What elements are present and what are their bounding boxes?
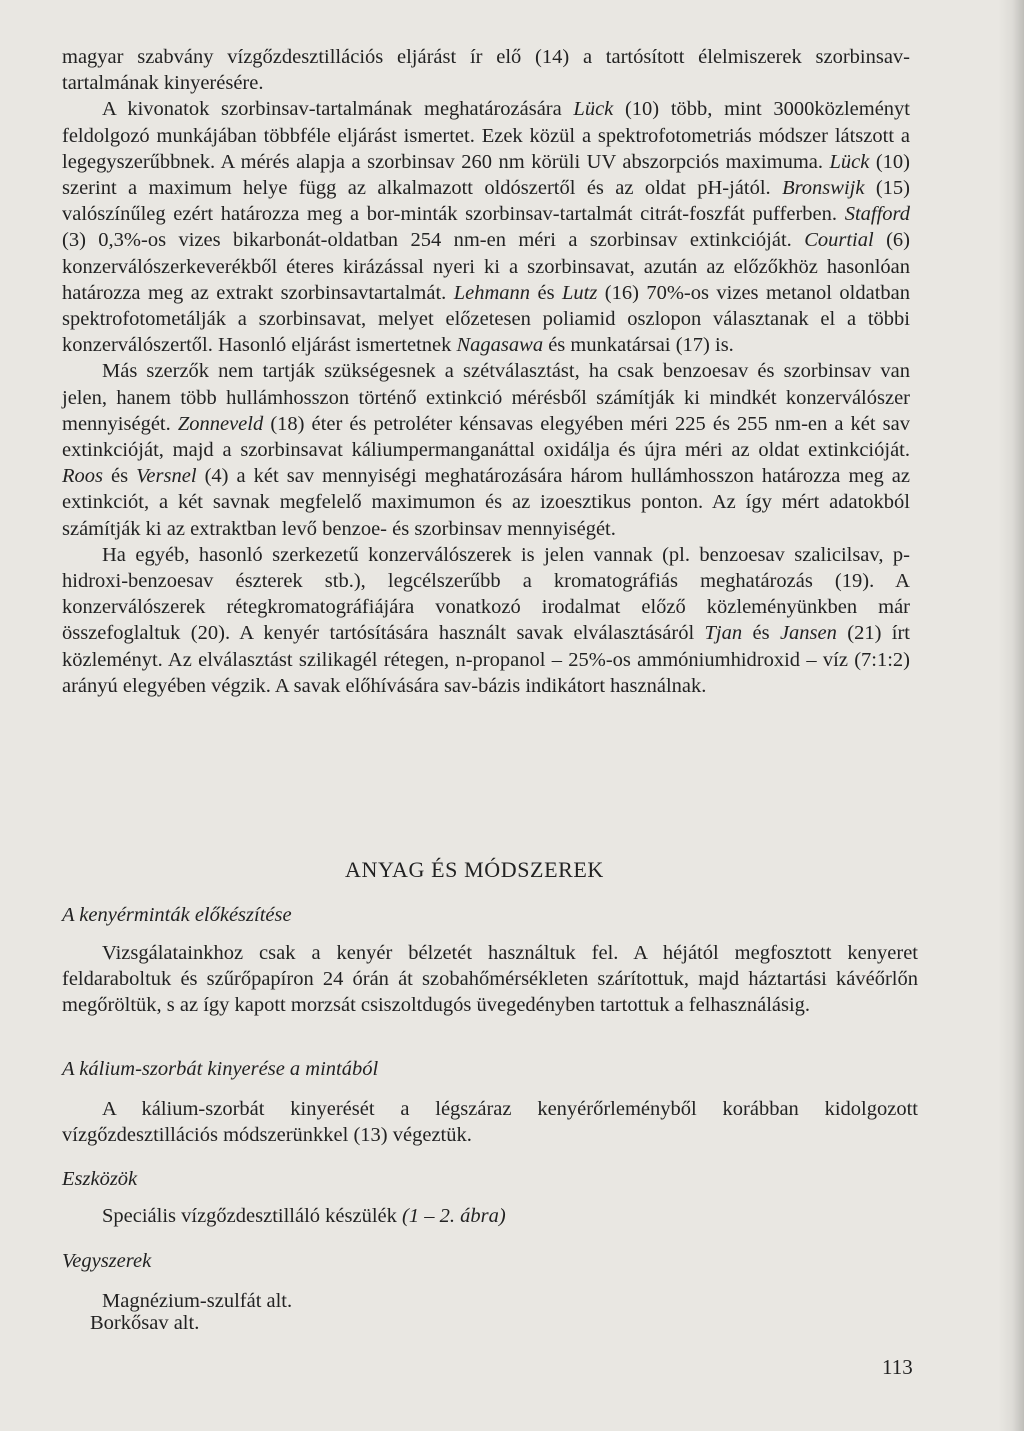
page-edge-shadow: [998, 0, 1024, 1431]
cited-author: Lück: [829, 150, 870, 173]
cited-author: Lehmann: [453, 281, 531, 304]
text-run: magyar szabvány vízgőzdesztillációs eljárást ír elő (14) a tartósított élelmiszerek szorbinsav-tartalmának kinyerésére.: [62, 46, 910, 95]
intro-paragraph-4: [62, 542, 910, 699]
page-number: 113: [882, 1355, 913, 1379]
cited-author: Versnel: [136, 465, 197, 488]
text-run: (10) szerint a maximum helye függ az alkalmazott oldószertől és az oldat pH-jától.: [62, 150, 911, 200]
sample-preparation-text: Vizsgálatainkhoz csak a kenyér bélzetét használtuk fel. A héjától megfosztott kenyeret feldaraboltuk és szűrőpapíron 24 órán át szobahőmérsékleten szárítottuk, majd háztartási kávéőrlőn megőröltük, s az így kapott morzsát csiszoltdugós üvegedényben tartottuk a felhasználásig.: [62, 942, 918, 1017]
text-run: (10) több, mint 3000közleményt feldolgozó munkájában többféle eljárást ismertet. Ezek közül a spektrofotometriás módszer látszott a legegyszerűbbnek. A mérés alapja a szorbinsav 260 nm körüli UV abszorpciós maximuma.: [62, 98, 910, 173]
equipment-text: [102, 1203, 506, 1229]
cited-author: Tjan: [704, 622, 743, 645]
text-run: A kivonatok szorbinsav-tartalmának meghatározására: [102, 98, 574, 121]
subheading-extraction: A kálium-szorbát kinyerése a mintából: [62, 1058, 379, 1080]
text-run: Ha egyéb, hasonló szerkezetű konzerválószerek is jelen vannak (pl. benzoesav szalicilsav, p-hidroxi-benzoesav észterek stb.), legcélszerűbb a kromatográfiás meghatározás (19). A konzerválószerek rétegkromatográfiájára vonatkozó irodalmat előző közleményünkben már összefoglaltuk (20). A kenyér tartósítására használt savak elválasztásáról: [62, 543, 910, 645]
intro-paragraph-3: [62, 358, 910, 541]
cited-author: Zonneveld: [177, 412, 264, 435]
text-run: és munkatársai (17) is.: [543, 334, 734, 357]
cited-author: Roos: [62, 465, 103, 488]
cited-author: Nagasawa: [456, 334, 544, 357]
text-run: Más szerzők nem tartják szükségesnek a szétválasztást, ha csak benzoesav és szorbinsav van jelen, hanem több hullámhosszon történő extinkció mérésből számítják ki mindkét konzerválószer mennyiségét.: [62, 360, 910, 435]
reagent-item-1: Magnézium-szulfát alt.: [102, 1290, 293, 1312]
cited-author: Courtial: [804, 229, 874, 252]
text-run: (4) a két sav mennyiségi meghatározására három hullámhosszon határozza meg az extinkciót, a két savnak megfelelő maximumon és az izoesztikus ponton. Az így mért adatokból számítják ki az extraktban levő benzoe- és szorbinsav mennyiségét.: [62, 465, 910, 540]
intro-paragraph-1: [62, 44, 910, 96]
cited-author: Bronswijk: [782, 177, 865, 200]
subheading-reagents: Vegyszerek: [62, 1250, 152, 1272]
intro-text-block: [62, 44, 910, 699]
cited-author: Lück: [573, 98, 614, 121]
cited-author: Jansen: [779, 622, 837, 645]
text-run: és: [530, 281, 562, 304]
cited-author: Stafford: [844, 203, 910, 226]
intro-paragraph-2: [62, 96, 910, 358]
text-run: (18) éter és petroléter kénsavas elegyében méri 225 és 255 nm-en a két sav extinkcióját, majd a szorbinsavat káliumpermanganáttal oxidálja és újra méri az oldat extinkcióját.: [62, 412, 910, 462]
text-run: (6) konzerválószerkeverékből éteres kirázással nyeri ki a szorbinsavat, azután az előzőkhöz hasonlóan határozza meg az extrakt szorbinsavtartalmát.: [62, 229, 910, 304]
text-run: (21) írt közleményt. Az elválasztást szilikagél rétegen, n-propanol – 25%-os ammóniumhidroxid – víz (7:1:2) arányú elegyében végzik. A savak előhívására sav-bázis indikátort használnak.: [62, 622, 911, 697]
text-run: (16) 70%-os vizes metanol oldatban spektrofotometálják a szorbinsavat, melyet előzetesen poliamid oszlopon választanak el a többi konzerválószertől. Hasonló eljárást ismertetnek: [62, 281, 911, 357]
text-run: (15) valószínűleg ezért határozza meg a bor-minták szorbinsav-tartalmát citrát-foszfát pufferben.: [62, 177, 910, 226]
cited-author: Lutz: [562, 281, 598, 304]
equipment-label: Speciális vízgőzdesztilláló készülék: [102, 1205, 403, 1227]
text-run: (3) 0,3%-os vizes bikarbonát-oldatban 254 nm-en méri a szorbinsav extinkcióját.: [62, 229, 805, 252]
figure-reference: (1 – 2. ábra): [402, 1205, 506, 1227]
text-run: és: [742, 622, 780, 645]
text-run: és: [103, 465, 137, 488]
reagent-item-2: Borkősav alt.: [90, 1312, 200, 1334]
subheading-equipment: Eszközök: [62, 1168, 138, 1190]
subheading-sample-preparation: A kenyérminták előkészítése: [62, 904, 292, 926]
extraction-text: A kálium-szorbát kinyerését a légszáraz kenyérőrleményből korábban kidolgozott vízgőzdesztillációs módszerünkkel (13) végeztük.: [62, 1098, 918, 1147]
section-title: ANYAG ÉS MÓDSZEREK: [345, 857, 604, 882]
